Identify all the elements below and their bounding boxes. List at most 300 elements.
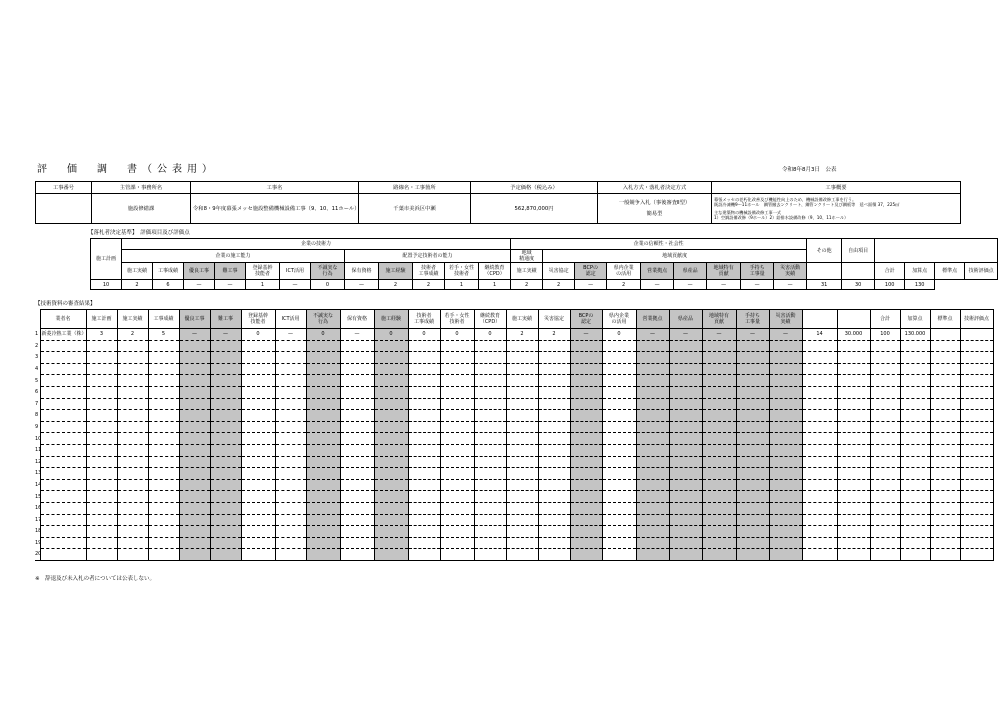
result-cell — [669, 502, 702, 514]
header-method: 入札方式・落札者決定方式 — [598, 182, 712, 194]
result-cell — [802, 375, 837, 387]
result-cell — [148, 479, 179, 491]
result-cell — [702, 479, 736, 491]
result-cell — [769, 352, 802, 364]
result-cell — [179, 537, 210, 549]
free-item-col — [842, 263, 875, 280]
result-cell — [702, 468, 736, 480]
table-row — [35, 352, 993, 364]
result-cell — [837, 421, 870, 433]
result-cell — [474, 491, 506, 503]
result-cell — [86, 514, 117, 526]
total-col-1: 合計 — [875, 263, 905, 280]
result-cell — [570, 340, 602, 352]
result-cell — [440, 537, 474, 549]
result-cell — [86, 410, 117, 422]
result-cell — [769, 398, 802, 410]
result-cell — [960, 526, 993, 538]
project-name: 令和8・9年度幕張メッセ施設整備機械設備工事（9、10、11ホール） — [191, 194, 359, 224]
other-header: その他 — [807, 239, 842, 263]
criteria-point: 1 — [246, 280, 280, 290]
result-cell — [474, 433, 506, 445]
result-cell — [900, 340, 930, 352]
result-cell — [736, 410, 769, 422]
result-cell — [306, 549, 340, 561]
criteria-col-2: 工事成績 — [148, 310, 179, 329]
result-cell — [802, 537, 837, 549]
result-cell — [570, 363, 602, 375]
result-cell — [86, 526, 117, 538]
result-cell — [117, 386, 148, 398]
result-cell — [837, 386, 870, 398]
row-number: 4 — [35, 366, 39, 373]
result-cell — [440, 456, 474, 468]
result-cell — [802, 386, 837, 398]
row-number: 2 — [35, 342, 39, 349]
results-section-label: 【技術資料の審査結果】 — [35, 301, 96, 307]
result-cell — [769, 526, 802, 538]
result-cell — [86, 340, 117, 352]
table-row — [35, 502, 993, 514]
criteria-point: — — [741, 280, 774, 290]
result-cell: 5 — [148, 329, 179, 341]
result-cell — [117, 352, 148, 364]
result-cell — [117, 375, 148, 387]
bidder-name — [40, 537, 86, 549]
result-cell — [702, 352, 736, 364]
criteria-col-15: BCPの 認定 — [570, 310, 602, 329]
result-cell — [602, 537, 636, 549]
result-cell — [930, 410, 960, 422]
result-cell — [408, 363, 440, 375]
result-cell — [506, 526, 538, 538]
result-cell — [960, 386, 993, 398]
row-number: 9 — [35, 424, 39, 431]
result-cell — [570, 421, 602, 433]
result-cell — [669, 444, 702, 456]
result-cell: 0 — [241, 329, 275, 341]
result-cell — [960, 468, 993, 480]
result-cell — [870, 456, 900, 468]
criteria-col-20: 手持ち 工事量 — [736, 310, 769, 329]
criteria-col-3: 優良工事 — [184, 263, 215, 280]
result-cell — [669, 375, 702, 387]
result-cell — [241, 433, 275, 445]
result-cell — [474, 526, 506, 538]
result-cell — [506, 398, 538, 410]
result-cell — [374, 456, 408, 468]
result-cell — [117, 479, 148, 491]
result-cell — [538, 491, 570, 503]
bidder-name — [40, 340, 86, 352]
bidder-name — [40, 363, 86, 375]
result-cell — [374, 514, 408, 526]
criteria-col-9: 施工経験 — [379, 263, 413, 280]
result-cell — [960, 537, 993, 549]
result-cell — [960, 363, 993, 375]
result-cell — [669, 537, 702, 549]
result-cell — [870, 537, 900, 549]
result-cell — [210, 456, 241, 468]
result-cell: — — [275, 329, 306, 341]
result-cell — [179, 479, 210, 491]
result-cell — [306, 479, 340, 491]
row-number: 19 — [35, 539, 42, 546]
table-row — [35, 398, 993, 410]
table-row — [35, 340, 993, 352]
result-cell — [210, 421, 241, 433]
result-cell — [306, 398, 340, 410]
result-cell — [241, 502, 275, 514]
result-cell — [117, 456, 148, 468]
result-cell — [408, 375, 440, 387]
result-cell — [930, 433, 960, 445]
criteria-point: — — [774, 280, 807, 290]
result-cell — [306, 468, 340, 480]
result-cell — [837, 549, 870, 561]
result-cell — [241, 410, 275, 422]
project-number — [36, 194, 92, 224]
result-cell — [930, 526, 960, 538]
result-cell — [210, 479, 241, 491]
result-cell: — — [669, 329, 702, 341]
result-cell — [179, 514, 210, 526]
criteria-point: 0 — [311, 280, 345, 290]
result-cell — [408, 340, 440, 352]
result-cell — [241, 526, 275, 538]
row-number: 10 — [35, 435, 42, 442]
result-cell — [930, 502, 960, 514]
row-number: 1 — [35, 331, 39, 338]
result-cell — [306, 363, 340, 375]
result-cell — [117, 433, 148, 445]
result-cell — [506, 410, 538, 422]
result-cell — [408, 352, 440, 364]
criteria-col-16: 県内企業 の活用 — [602, 310, 636, 329]
result-cell — [179, 456, 210, 468]
result-cell — [837, 537, 870, 549]
result-cell — [669, 410, 702, 422]
result-cell — [474, 444, 506, 456]
table-row — [35, 444, 993, 456]
result-cell — [408, 549, 440, 561]
result-cell — [669, 468, 702, 480]
result-cell — [702, 526, 736, 538]
result-cell — [538, 421, 570, 433]
result-cell — [900, 363, 930, 375]
result-cell — [86, 352, 117, 364]
result-cell — [930, 549, 960, 561]
result-cell — [930, 352, 960, 364]
result-cell — [374, 410, 408, 422]
result-cell — [538, 479, 570, 491]
result-cell — [374, 386, 408, 398]
sub-engineer-header: 配置予定技術者の能力 — [345, 250, 511, 263]
row-number: 6 — [35, 389, 39, 396]
result-cell — [870, 502, 900, 514]
row-number: 8 — [35, 412, 39, 419]
table-row — [35, 514, 993, 526]
result-cell — [538, 526, 570, 538]
result-cell — [802, 491, 837, 503]
criteria-col-7: 不誠実な 行為 — [311, 263, 345, 280]
result-cell — [837, 491, 870, 503]
result-cell — [636, 421, 669, 433]
result-cell — [374, 468, 408, 480]
result-cell — [440, 444, 474, 456]
result-cell — [802, 433, 837, 445]
result-cell — [538, 410, 570, 422]
result-cell — [148, 363, 179, 375]
result-cell — [900, 549, 930, 561]
result-cell — [241, 352, 275, 364]
result-cell — [241, 491, 275, 503]
result-cell — [374, 375, 408, 387]
result-cell — [440, 386, 474, 398]
result-cell — [769, 479, 802, 491]
result-cell — [802, 479, 837, 491]
result-cell — [179, 352, 210, 364]
result-cell — [960, 421, 993, 433]
result-cell — [241, 514, 275, 526]
bidder-name — [40, 386, 86, 398]
table-row — [35, 329, 993, 341]
criteria-point: 2 — [413, 280, 445, 290]
result-cell — [306, 491, 340, 503]
result-cell — [179, 363, 210, 375]
result-cell — [900, 444, 930, 456]
result-cell — [506, 340, 538, 352]
result-cell — [374, 502, 408, 514]
result-cell — [960, 352, 993, 364]
result-cell — [474, 386, 506, 398]
result-cell — [960, 398, 993, 410]
result-cell — [374, 444, 408, 456]
result-cell — [241, 375, 275, 387]
result-cell — [736, 537, 769, 549]
result-cell — [570, 468, 602, 480]
result-cell — [900, 491, 930, 503]
result-cell — [408, 479, 440, 491]
criteria-point: 30 — [842, 280, 875, 290]
row-number: 16 — [35, 505, 42, 512]
result-cell — [702, 375, 736, 387]
result-cell — [340, 352, 374, 364]
result-cell — [440, 514, 474, 526]
result-cell: 0 — [408, 329, 440, 341]
group-tech-header: 企業の技術力 — [122, 239, 511, 250]
result-cell — [702, 514, 736, 526]
result-cell — [408, 468, 440, 480]
criteria-col-11: 若手・女性 技術者 — [445, 263, 479, 280]
result-cell — [538, 363, 570, 375]
result-cell — [769, 421, 802, 433]
result-cell — [408, 421, 440, 433]
result-cell — [736, 549, 769, 561]
other-col — [802, 310, 837, 329]
result-cell — [241, 537, 275, 549]
criteria-point: 2 — [122, 280, 153, 290]
result-cell — [930, 329, 960, 341]
criteria-col-5: 登録基幹 技能者 — [246, 263, 280, 280]
summary-line-3: 主な建築物の機械設備改修工事一式 — [714, 210, 782, 215]
result-cell — [702, 410, 736, 422]
criteria-col-18: 県産品 — [669, 310, 702, 329]
result-cell — [117, 537, 148, 549]
result-cell — [736, 421, 769, 433]
result-cell — [440, 502, 474, 514]
header-price: 予定価格（税込み） — [471, 182, 598, 194]
footnote: ※ 辞退及び未入札の者については公表しない。 — [35, 576, 155, 582]
total-col-4: 技術評価点 — [960, 310, 993, 329]
result-cell — [275, 363, 306, 375]
result-cell: 30.000 — [837, 329, 870, 341]
summary-line-2: 既設冷凍機9〜11ホール 鋼管撤去ンクリート、鋼管ンクリート及び鋼板等 延べ面積 37，225㎡ — [714, 202, 900, 207]
result-cell — [340, 375, 374, 387]
bid-method-subtype: 簡易型 — [646, 211, 663, 217]
result-cell — [930, 537, 960, 549]
result-cell — [340, 410, 374, 422]
bidder-name — [40, 549, 86, 561]
total-col-2: 加算点 — [900, 310, 930, 329]
result-cell — [837, 375, 870, 387]
result-cell — [702, 537, 736, 549]
criteria-col-1: 施工実績 — [122, 263, 153, 280]
result-cell — [602, 433, 636, 445]
criteria-point: 2 — [379, 280, 413, 290]
result-cell — [736, 352, 769, 364]
result-cell — [148, 410, 179, 422]
result-cell — [474, 398, 506, 410]
result-cell — [241, 363, 275, 375]
result-cell — [506, 479, 538, 491]
criteria-point: — — [184, 280, 215, 290]
result-cell — [900, 375, 930, 387]
result-cell — [636, 537, 669, 549]
result-cell — [602, 444, 636, 456]
result-cell — [148, 537, 179, 549]
result-cell — [340, 433, 374, 445]
row-number: 7 — [35, 400, 39, 407]
result-cell — [275, 433, 306, 445]
criteria-point: 2 — [511, 280, 543, 290]
criteria-col-16: 県内企業 の活用 — [607, 263, 641, 280]
result-cell — [570, 526, 602, 538]
result-cell — [117, 363, 148, 375]
result-cell — [474, 468, 506, 480]
criteria-point: 130 — [905, 280, 935, 290]
result-cell — [506, 444, 538, 456]
result-cell — [837, 456, 870, 468]
result-cell — [275, 502, 306, 514]
criteria-points-row — [91, 280, 998, 290]
result-cell — [538, 340, 570, 352]
result-cell — [340, 340, 374, 352]
result-cell — [148, 375, 179, 387]
result-cell — [538, 375, 570, 387]
result-cell — [602, 479, 636, 491]
result-cell — [275, 375, 306, 387]
project-price: 562,870,000円 — [471, 194, 598, 224]
result-cell — [340, 491, 374, 503]
result-cell — [86, 363, 117, 375]
result-cell — [900, 386, 930, 398]
criteria-col-6: ICT活用 — [275, 310, 306, 329]
criteria-col-1: 施工実績 — [117, 310, 148, 329]
result-cell — [602, 526, 636, 538]
result-cell — [275, 398, 306, 410]
result-cell — [602, 421, 636, 433]
bid-method-type: 一般競争入札（事後審査Ⅱ型） — [618, 200, 691, 206]
result-cell — [736, 468, 769, 480]
result-cell — [538, 433, 570, 445]
result-cell — [570, 479, 602, 491]
result-cell — [86, 491, 117, 503]
result-cell — [340, 421, 374, 433]
result-cell — [900, 433, 930, 445]
result-cell — [117, 502, 148, 514]
bidder-name: 新菱冷熱工業（株） — [40, 329, 86, 341]
result-cell — [702, 456, 736, 468]
bidder-name — [40, 456, 86, 468]
result-cell — [837, 340, 870, 352]
criteria-col-10: 技術者 工事成績 — [413, 263, 445, 280]
result-cell — [960, 491, 993, 503]
result-cell — [636, 386, 669, 398]
result-cell — [306, 537, 340, 549]
result-cell: 2 — [538, 329, 570, 341]
result-cell — [275, 386, 306, 398]
bidder-name — [40, 444, 86, 456]
result-cell — [870, 340, 900, 352]
total-col-3: 標準点 — [935, 263, 965, 280]
result-cell — [148, 502, 179, 514]
result-cell — [210, 352, 241, 364]
result-cell — [702, 363, 736, 375]
result-cell — [702, 340, 736, 352]
result-cell — [960, 433, 993, 445]
result-cell — [440, 352, 474, 364]
result-cell — [602, 514, 636, 526]
result-cell — [702, 398, 736, 410]
result-cell — [179, 526, 210, 538]
criteria-point: 10 — [91, 280, 122, 290]
result-cell — [837, 468, 870, 480]
result-cell — [148, 468, 179, 480]
header-project-name: 工事名 — [191, 182, 359, 194]
result-cell — [374, 340, 408, 352]
result-cell — [837, 433, 870, 445]
result-cell — [870, 433, 900, 445]
result-cell — [736, 526, 769, 538]
result-cell — [602, 410, 636, 422]
result-cell — [86, 537, 117, 549]
result-cell — [802, 421, 837, 433]
result-cell — [769, 386, 802, 398]
result-cell — [86, 549, 117, 561]
table-row — [35, 479, 993, 491]
result-cell — [802, 514, 837, 526]
result-cell — [241, 549, 275, 561]
header-office: 主管課・事務所名 — [92, 182, 191, 194]
result-cell — [440, 468, 474, 480]
result-cell — [306, 340, 340, 352]
criteria-col-17: 営業拠点 — [641, 263, 674, 280]
result-cell — [538, 502, 570, 514]
result-cell — [769, 491, 802, 503]
result-cell — [636, 491, 669, 503]
result-cell — [306, 456, 340, 468]
